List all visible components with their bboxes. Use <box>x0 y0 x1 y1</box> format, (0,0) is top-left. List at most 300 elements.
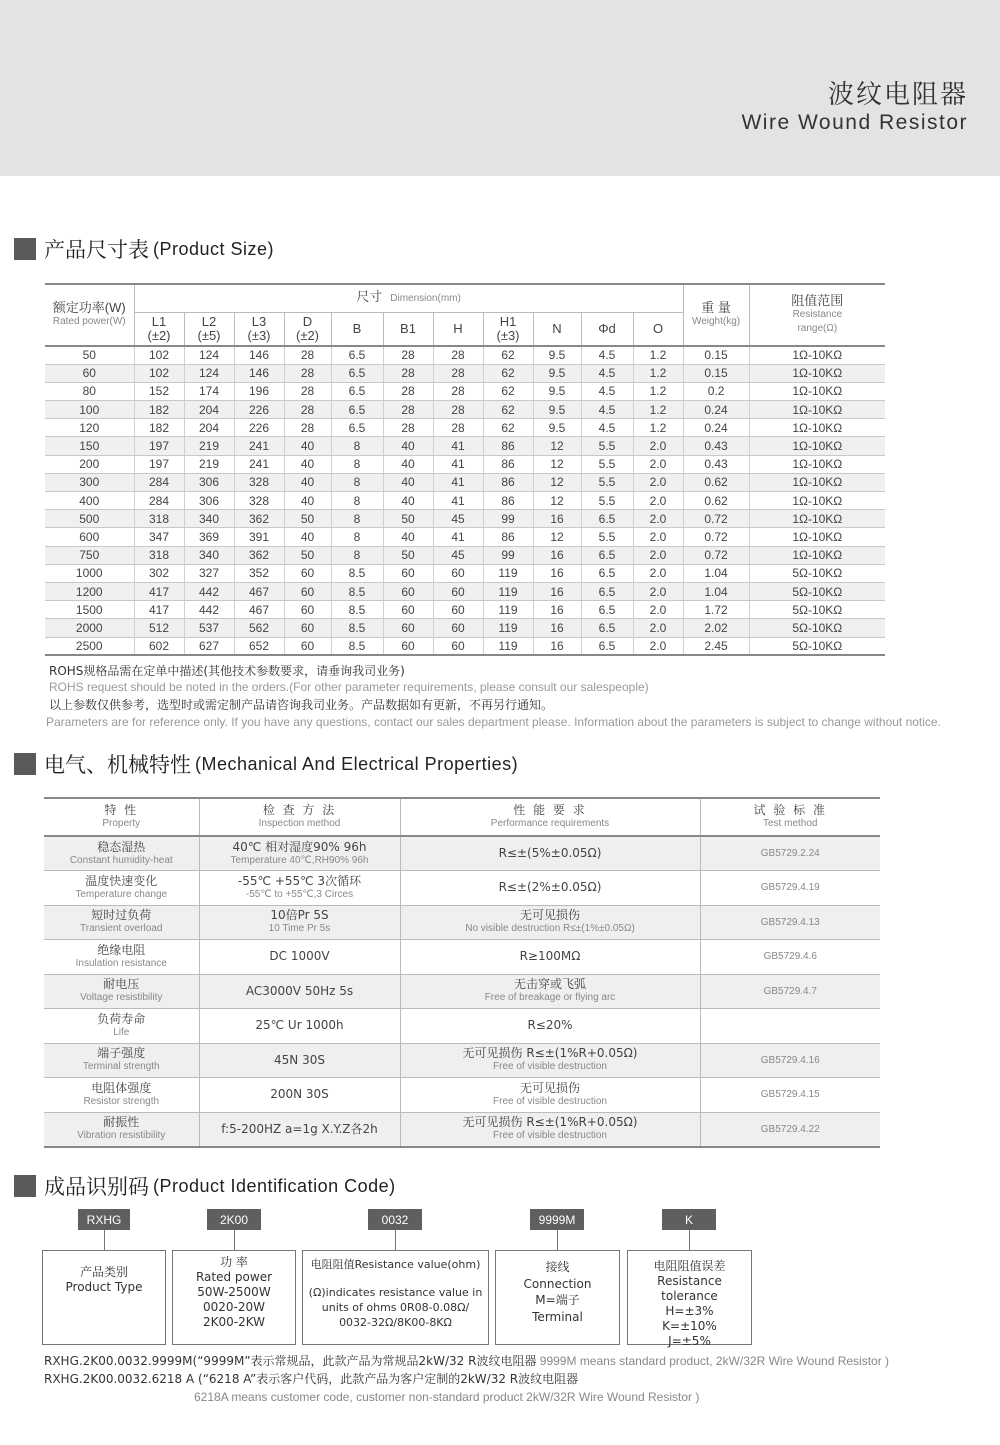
table-cell: 1.2 <box>633 401 683 419</box>
table-cell: 40 <box>383 455 433 473</box>
table-cell: 28 <box>284 419 331 437</box>
table-cell: 60 <box>433 582 483 600</box>
table-cell: 369 <box>184 528 234 546</box>
table-cell: 6.5 <box>581 637 633 655</box>
table-cell: 1Ω-10KΩ <box>749 492 885 510</box>
table-cell: 99 <box>483 510 533 528</box>
table-cell: 1Ω-10KΩ <box>749 382 885 400</box>
table-cell: 28 <box>284 364 331 382</box>
table-cell: 12 <box>533 437 581 455</box>
table-cell: 226 <box>234 419 284 437</box>
table-cell: 40℃ 相对湿度90% 96h Temperature 40℃,RH90% 96h <box>199 836 400 871</box>
prop-header-3: 试 验 标 准 Test method <box>700 798 880 836</box>
table-row <box>45 510 885 528</box>
dim-col-1: L2 (±5) <box>184 312 234 346</box>
table-cell: 6.5 <box>581 546 633 564</box>
connector-line <box>689 1230 690 1250</box>
table-cell: 102 <box>134 364 184 382</box>
code-box-connection: 接线 Connection M=端子 Terminal <box>495 1250 620 1345</box>
table-cell: 2000 <box>45 619 134 637</box>
table-cell: R≤20% <box>400 1009 700 1044</box>
table-row <box>45 346 885 364</box>
table-cell: 119 <box>483 601 533 619</box>
section-square-icon <box>14 753 36 775</box>
table-cell: 2.0 <box>633 437 683 455</box>
dim-col-3: D (±2) <box>284 312 331 346</box>
table-cell: 352 <box>234 564 284 582</box>
table-cell: 182 <box>134 401 184 419</box>
dim-col-10: O <box>633 312 683 346</box>
table-row <box>45 582 885 600</box>
table-cell: 5Ω-10KΩ <box>749 601 885 619</box>
table-cell: 40 <box>284 473 331 491</box>
table-cell: 4.5 <box>581 382 633 400</box>
table-cell: 28 <box>383 382 433 400</box>
table-cell: 241 <box>234 437 284 455</box>
table-cell: 28 <box>284 382 331 400</box>
dim-col-7: H1 (±3) <box>483 312 533 346</box>
table-cell: 152 <box>134 382 184 400</box>
prop-header-0: 特 性 Property <box>44 798 199 836</box>
table-cell: 6.5 <box>581 601 633 619</box>
table-cell: 2.0 <box>633 510 683 528</box>
table-cell: 无可见损伤 R≤±(1%R+0.05Ω) Free of visible destruction <box>400 1043 700 1078</box>
table-cell: 2.0 <box>633 528 683 546</box>
table-cell: 417 <box>134 582 184 600</box>
table-cell: 340 <box>184 546 234 564</box>
table-cell: 2.0 <box>633 455 683 473</box>
table-cell: GB5729.4.7 <box>700 974 880 1009</box>
table-cell: 306 <box>184 492 234 510</box>
table-cell: 442 <box>184 601 234 619</box>
table-cell: 60 <box>383 564 433 582</box>
table-cell: 28 <box>383 364 433 382</box>
table-row <box>45 546 885 564</box>
table-cell: 50 <box>383 546 433 564</box>
table-cell: 219 <box>184 455 234 473</box>
table-cell: 4.5 <box>581 419 633 437</box>
table-cell: 60 <box>433 564 483 582</box>
table-cell: 4.5 <box>581 346 633 364</box>
table-cell: 86 <box>483 473 533 491</box>
table-cell: 328 <box>234 473 284 491</box>
table-cell: 12 <box>533 528 581 546</box>
table-cell: 1.04 <box>683 564 749 582</box>
table-cell: 124 <box>184 346 234 364</box>
table-cell: 4.5 <box>581 364 633 382</box>
table-cell: 284 <box>134 473 184 491</box>
connector-line <box>395 1230 396 1250</box>
table-cell: R≤±(2%±0.05Ω) <box>400 871 700 906</box>
connector-line <box>104 1230 105 1250</box>
table-cell: 8 <box>331 455 383 473</box>
table-cell: 2.0 <box>633 492 683 510</box>
table-cell: 62 <box>483 346 533 364</box>
table-cell: 318 <box>134 546 184 564</box>
table-cell: 40 <box>383 473 433 491</box>
product-size-table <box>45 283 885 656</box>
table-row <box>45 619 885 637</box>
table-cell: 467 <box>234 582 284 600</box>
table-row <box>45 382 885 400</box>
code-box-type: 产品类别 Product Type <box>42 1250 166 1345</box>
col-dimension: 尺寸 Dimension(mm) <box>134 284 683 312</box>
table-cell: 306 <box>184 473 234 491</box>
table-cell: DC 1000V <box>199 940 400 975</box>
table-cell: 652 <box>234 637 284 655</box>
table-cell <box>700 1009 880 1044</box>
table-cell: 40 <box>383 492 433 510</box>
section-title-en: (Product Identification Code) <box>153 1175 396 1196</box>
table-cell: 5Ω-10KΩ <box>749 564 885 582</box>
col-power: 额定功率(W) Rated power(W) <box>45 284 134 346</box>
table-cell: 146 <box>234 364 284 382</box>
table-cell: 5Ω-10KΩ <box>749 582 885 600</box>
code-tag-type: RXHG <box>78 1209 130 1230</box>
table-cell: 0.24 <box>683 419 749 437</box>
table-cell: 5.5 <box>581 473 633 491</box>
table-row <box>45 473 885 491</box>
table-cell: 6.5 <box>331 346 383 364</box>
table-cell: 5.5 <box>581 492 633 510</box>
dim-col-8: N <box>533 312 581 346</box>
table-cell: 50 <box>383 510 433 528</box>
note-ref-cn: 以上参数仅供参考，选型时或需定制产品请咨询我司业务。产品数据如有更新，不再另行通知。 <box>49 698 554 712</box>
table-cell: 16 <box>533 601 581 619</box>
table-cell: 40 <box>284 437 331 455</box>
table-cell: 2.0 <box>633 473 683 491</box>
table-cell: 8.5 <box>331 637 383 655</box>
table-cell: 60 <box>383 582 433 600</box>
table-cell: 28 <box>433 401 483 419</box>
table-cell: 400 <box>45 492 134 510</box>
table-row <box>44 1078 880 1113</box>
table-cell: 12 <box>533 473 581 491</box>
table-cell: 9.5 <box>533 364 581 382</box>
section-title-cn: 电气、机械特性 <box>44 753 191 777</box>
table-cell: 8 <box>331 510 383 528</box>
table-row <box>44 974 880 1009</box>
dim-col-0: L1 (±2) <box>134 312 184 346</box>
table-row <box>44 1009 880 1044</box>
table-cell: 62 <box>483 401 533 419</box>
table-cell: 302 <box>134 564 184 582</box>
table-cell: 500 <box>45 510 134 528</box>
table-cell: GB5729.4.19 <box>700 871 880 906</box>
table-row <box>45 419 885 437</box>
table-cell: 1000 <box>45 564 134 582</box>
table-cell: 12 <box>533 455 581 473</box>
table-cell: 1Ω-10KΩ <box>749 401 885 419</box>
table-cell: 150 <box>45 437 134 455</box>
table-cell: 62 <box>483 382 533 400</box>
page-title-cn: 波纹电阻器 <box>827 80 968 110</box>
dim-col-4: B <box>331 312 383 346</box>
table-row <box>44 940 880 975</box>
table-cell: R≤±(5%±0.05Ω) <box>400 836 700 871</box>
table-cell: 28 <box>383 419 433 437</box>
table-cell: 318 <box>134 510 184 528</box>
table-cell: 60 <box>433 601 483 619</box>
table-cell: 6.5 <box>581 619 633 637</box>
table-cell: f:5-200HZ a=1g X.Y.Z各2h <box>199 1112 400 1147</box>
table-cell: 耐振性 Vibration resistibility <box>44 1112 199 1147</box>
table-row <box>44 1112 880 1147</box>
col-weight: 重 量 Weight(kg) <box>683 284 749 346</box>
table-cell: 0.72 <box>683 546 749 564</box>
table-cell: 204 <box>184 419 234 437</box>
table-cell: 28 <box>383 346 433 364</box>
table-cell: 86 <box>483 455 533 473</box>
section-title-en: (Product Size) <box>153 238 275 259</box>
table-cell: 197 <box>134 437 184 455</box>
table-cell: 102 <box>134 346 184 364</box>
table-cell: 端子强度 Terminal strength <box>44 1043 199 1078</box>
table-cell: 2.45 <box>683 637 749 655</box>
table-cell: 28 <box>284 346 331 364</box>
table-cell: 2.0 <box>633 582 683 600</box>
table-cell: 9.5 <box>533 382 581 400</box>
table-cell: 2.0 <box>633 546 683 564</box>
table-cell: 50 <box>45 346 134 364</box>
table-cell: 6.5 <box>331 364 383 382</box>
footer-line-standard: RXHG.2K00.0032.9999M(“9999M”表示常规品，此款产品为常规品2kW/32 R波纹电阻器 9999M means standard product, 2kW/32R Wire Wound Resistor ) <box>44 1354 890 1368</box>
table-cell: 602 <box>134 637 184 655</box>
table-cell: 温度快速变化 Temperature change <box>44 871 199 906</box>
table-row <box>45 455 885 473</box>
table-cell: 41 <box>433 455 483 473</box>
table-cell: 60 <box>383 637 433 655</box>
table-cell: 稳态湿热 Constant humidity-heat <box>44 836 199 871</box>
table-cell: 1Ω-10KΩ <box>749 346 885 364</box>
code-tag-power: 2K00 <box>207 1209 261 1230</box>
table-cell: 28 <box>383 401 433 419</box>
table-cell: 362 <box>234 546 284 564</box>
table-cell: 204 <box>184 401 234 419</box>
page-title-en: Wire Wound Resistor <box>741 111 968 134</box>
note-rohs-en: ROHS request should be noted in the orders.(For other parameter requirements, please consult our salespeople) <box>49 680 649 694</box>
table-cell: 197 <box>134 455 184 473</box>
table-cell: 8 <box>331 546 383 564</box>
table-cell: 347 <box>134 528 184 546</box>
table-cell: 8 <box>331 473 383 491</box>
table-cell: 负荷寿命 Life <box>44 1009 199 1044</box>
table-cell: 5.5 <box>581 437 633 455</box>
table-cell: 28 <box>433 419 483 437</box>
section-title-cn: 成品识别码 <box>44 1175 149 1199</box>
table-cell: 2.0 <box>633 619 683 637</box>
table-cell: 绝缘电阻 Insulation resistance <box>44 940 199 975</box>
table-row <box>45 492 885 510</box>
table-cell: 0.62 <box>683 473 749 491</box>
table-cell: 5.5 <box>581 528 633 546</box>
table-cell: AC3000V 50Hz 5s <box>199 974 400 1009</box>
table-cell: 40 <box>383 528 433 546</box>
section-square-icon <box>14 1175 36 1197</box>
connector-line <box>557 1230 558 1250</box>
table-row <box>44 1043 880 1078</box>
table-cell: 28 <box>433 364 483 382</box>
table-cell: 9.5 <box>533 346 581 364</box>
table-cell: 9.5 <box>533 419 581 437</box>
table-cell: 8.5 <box>331 619 383 637</box>
table-cell: 16 <box>533 582 581 600</box>
table-cell: -55℃ +55℃ 3次循环 -55℃ to +55℃,3 Circes <box>199 871 400 906</box>
table-cell: 6.5 <box>581 510 633 528</box>
prop-header-1: 检 查 方 法 Inspection method <box>199 798 400 836</box>
table-cell: 86 <box>483 437 533 455</box>
table-row <box>45 364 885 382</box>
section-title-en: (Mechanical And Electrical Properties) <box>195 753 519 774</box>
note-rohs-cn: ROHS规格品需在定单中描述(其他技术参数要求，请垂询我司业务) <box>49 664 405 678</box>
section-heading-properties <box>14 751 518 777</box>
table-cell: 短时过负荷 Transient overload <box>44 905 199 940</box>
code-tag-resistance: 0032 <box>368 1209 422 1230</box>
code-tag-connection: 9999M <box>530 1209 584 1230</box>
table-cell: 562 <box>234 619 284 637</box>
table-cell: 0.15 <box>683 346 749 364</box>
table-cell: 16 <box>533 637 581 655</box>
table-cell: 6.5 <box>581 582 633 600</box>
table-cell: 40 <box>383 437 433 455</box>
table-cell: 1.2 <box>633 382 683 400</box>
table-cell: 8 <box>331 437 383 455</box>
table-cell: 0.43 <box>683 437 749 455</box>
table-cell: 0.15 <box>683 364 749 382</box>
table-cell: 60 <box>433 619 483 637</box>
table-cell: 16 <box>533 510 581 528</box>
table-cell: 6.5 <box>581 564 633 582</box>
table-row <box>45 401 885 419</box>
table-cell: GB5729.4.13 <box>700 905 880 940</box>
table-cell: 45N 30S <box>199 1043 400 1078</box>
dim-col-2: L3 (±3) <box>234 312 284 346</box>
table-cell: 1.2 <box>633 364 683 382</box>
table-cell: 12 <box>533 492 581 510</box>
table-cell: 45 <box>433 546 483 564</box>
code-box-resistance: 电阻阻值Resistance value(ohm) (Ω)indicates resistance value in units of ohms 0R08-0.08Ω/ 0032-32Ω/8K00-8KΩ <box>302 1250 489 1345</box>
table-cell: 16 <box>533 619 581 637</box>
dim-col-9: Φd <box>581 312 633 346</box>
table-cell: 2.0 <box>633 564 683 582</box>
table-cell: 241 <box>234 455 284 473</box>
table-cell: 146 <box>234 346 284 364</box>
table-cell: 627 <box>184 637 234 655</box>
table-cell: 8.5 <box>331 564 383 582</box>
code-box-tolerance: 电阻阻值误差 Resistance tolerance H=±3% K=±10% J=±5% <box>627 1250 752 1345</box>
table-cell: 182 <box>134 419 184 437</box>
table-cell: 750 <box>45 546 134 564</box>
table-cell: 60 <box>284 619 331 637</box>
table-cell: 5.5 <box>581 455 633 473</box>
table-cell: 0.72 <box>683 528 749 546</box>
properties-header-row <box>44 798 880 836</box>
table-cell: 86 <box>483 528 533 546</box>
section-title-cn: 产品尺寸表 <box>44 238 149 262</box>
table-cell: 2500 <box>45 637 134 655</box>
table-cell: 86 <box>483 492 533 510</box>
table-cell: 60 <box>284 601 331 619</box>
table-cell: 无可见损伤 R≤±(1%R+0.05Ω) Free of visible destruction <box>400 1112 700 1147</box>
table-cell: 100 <box>45 401 134 419</box>
prop-header-2: 性 能 要 求 Performance requirements <box>400 798 700 836</box>
table-cell: 362 <box>234 510 284 528</box>
table-cell: 50 <box>284 510 331 528</box>
table-cell: 8.5 <box>331 582 383 600</box>
table-cell: 2.02 <box>683 619 749 637</box>
col-resistance: 阻值范围 Resistance range(Ω) <box>749 284 885 346</box>
table-cell: 60 <box>284 564 331 582</box>
table-cell: 41 <box>433 528 483 546</box>
table-cell: 60 <box>383 601 433 619</box>
table-cell: 340 <box>184 510 234 528</box>
table-cell: 40 <box>284 492 331 510</box>
table-cell: 200N 30S <box>199 1078 400 1113</box>
table-cell: 417 <box>134 601 184 619</box>
table-cell: 391 <box>234 528 284 546</box>
table-cell: 60 <box>383 619 433 637</box>
table-cell: 50 <box>284 546 331 564</box>
table-cell: 0.24 <box>683 401 749 419</box>
table-cell: 6.5 <box>331 382 383 400</box>
table-cell: 8 <box>331 528 383 546</box>
table-cell: 442 <box>184 582 234 600</box>
table-cell: 5Ω-10KΩ <box>749 619 885 637</box>
table-cell: 467 <box>234 601 284 619</box>
table-cell: 537 <box>184 619 234 637</box>
table-cell: 174 <box>184 382 234 400</box>
table-row <box>44 871 880 906</box>
code-box-power: 功 率 Rated power 50W-2500W 0020-20W 2K00-2KW <box>172 1250 296 1345</box>
table-cell: 41 <box>433 437 483 455</box>
dim-col-6: H <box>433 312 483 346</box>
properties-table-body <box>44 836 880 1147</box>
table-cell: GB5729.4.15 <box>700 1078 880 1113</box>
table-row <box>45 637 885 655</box>
table-cell: 1.2 <box>633 419 683 437</box>
table-row <box>45 437 885 455</box>
properties-table <box>44 797 880 1148</box>
table-cell: 耐电压 Voltage resistibility <box>44 974 199 1009</box>
table-cell: 8.5 <box>331 601 383 619</box>
table-cell: 2.0 <box>633 601 683 619</box>
table-cell: 1Ω-10KΩ <box>749 455 885 473</box>
dim-col-5: B1 <box>383 312 433 346</box>
table-cell: 6.5 <box>331 419 383 437</box>
table-cell: 62 <box>483 419 533 437</box>
table-cell: 80 <box>45 382 134 400</box>
table-cell: 40 <box>284 528 331 546</box>
table-row <box>44 836 880 871</box>
table-cell: 2.0 <box>633 637 683 655</box>
footer-line-custom-en: 6218A means customer code, customer non-standard product 2kW/32R Wire Wound Resistor ) <box>194 1390 700 1404</box>
table-cell: 1Ω-10KΩ <box>749 364 885 382</box>
table-cell: 62 <box>483 364 533 382</box>
table-cell: 600 <box>45 528 134 546</box>
table-cell: 40 <box>284 455 331 473</box>
table-cell: 1Ω-10KΩ <box>749 419 885 437</box>
table-cell: 4.5 <box>581 401 633 419</box>
table-cell: 1Ω-10KΩ <box>749 473 885 491</box>
table-cell: 1.04 <box>683 582 749 600</box>
table-cell: 1Ω-10KΩ <box>749 437 885 455</box>
size-table-body <box>45 346 885 655</box>
connector-line <box>234 1230 235 1250</box>
table-cell: 1.2 <box>633 346 683 364</box>
table-cell: 99 <box>483 546 533 564</box>
table-cell: 0.2 <box>683 382 749 400</box>
footer-line-custom: RXHG.2K00.0032.6218 A (“6218 A”表示客户代码，此款产品为客户定制的2kW/32 R波纹电阻器 <box>44 1372 579 1386</box>
